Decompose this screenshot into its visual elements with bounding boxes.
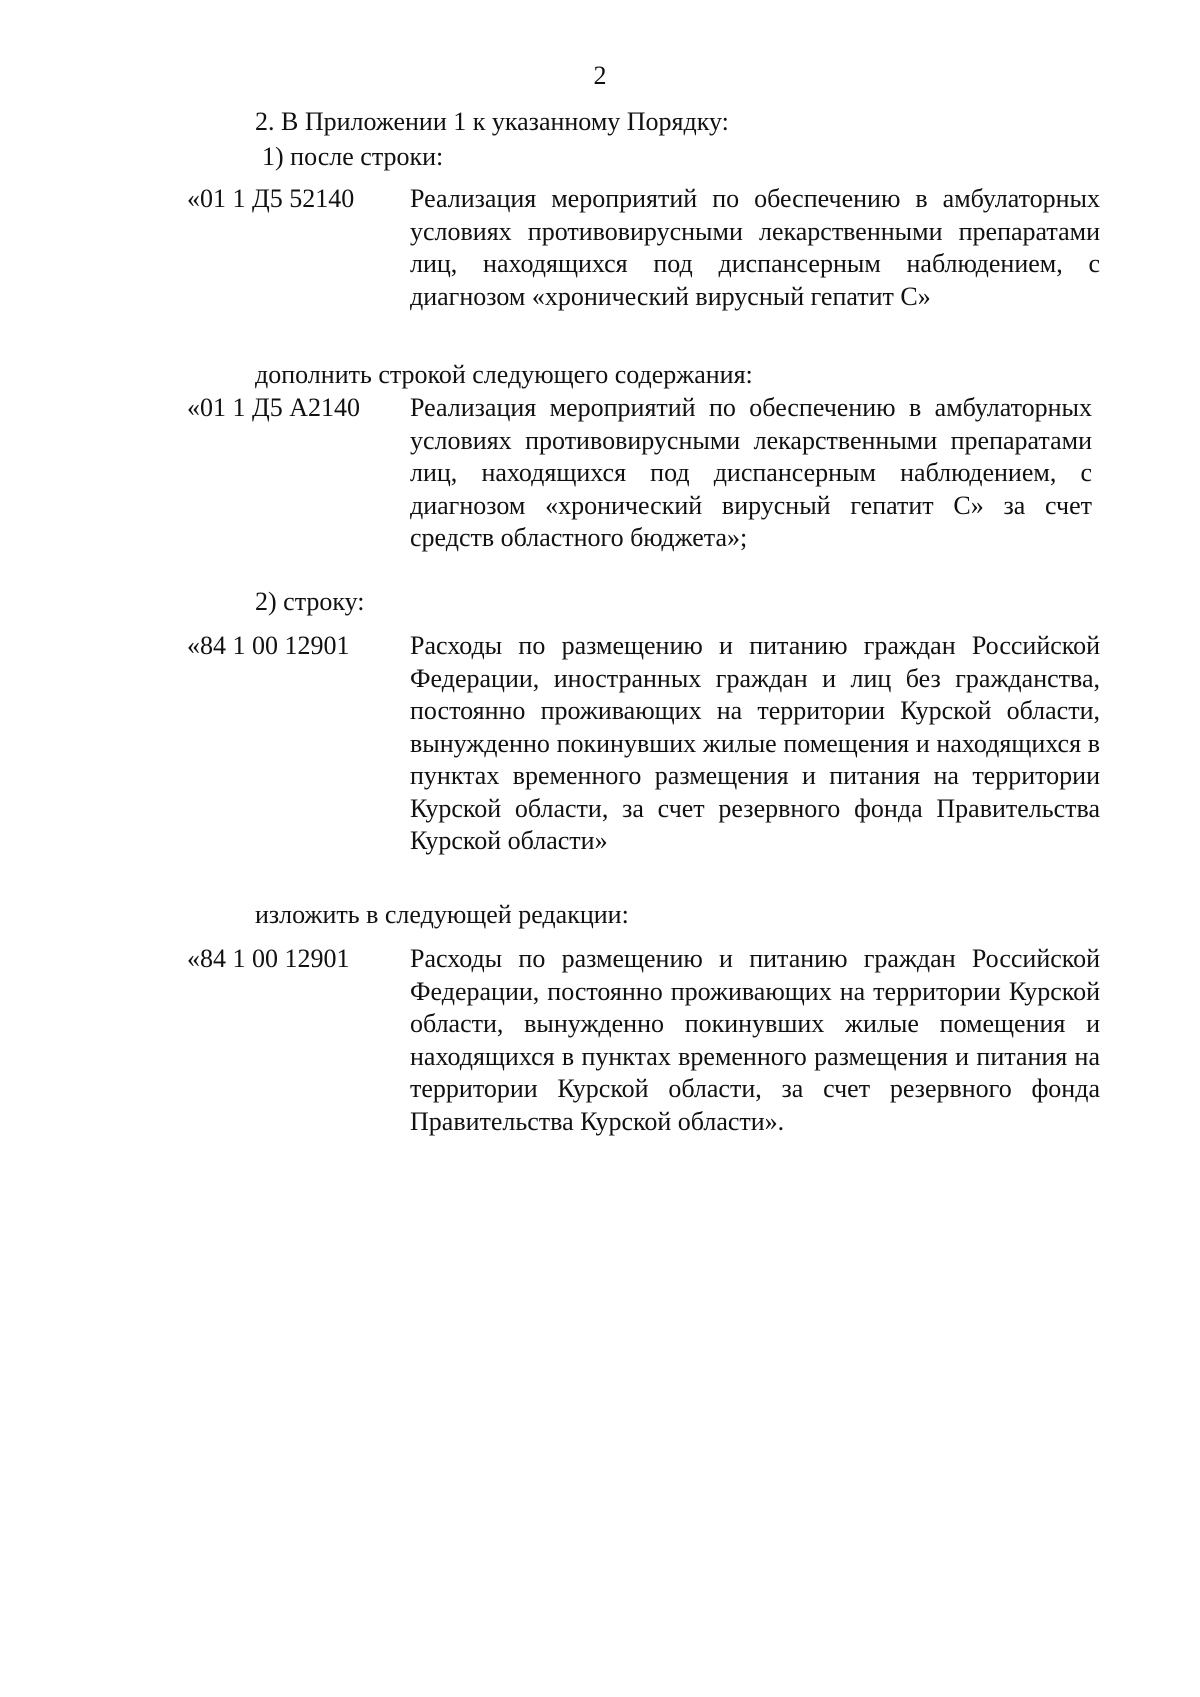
row-1-code: «01 1 Д5 52140 bbox=[187, 184, 355, 213]
page-number: 2 bbox=[593, 61, 607, 90]
restate-instruction: изложить в следующей редакции: bbox=[255, 900, 629, 929]
row-1-description: Реализация мероприятий по обеспечению в амбулаторных условиях противовирусными лекарственными препаратами лиц, находящихся под диспансерным наблюдением, с диагнозом «хронический вирусный гепатит С» bbox=[410, 184, 1100, 311]
subitem-1-heading: 1) после строки: bbox=[262, 142, 444, 171]
row-2-description: Реализация мероприятий по обеспечению в амбулаторных условиях противовирусными лекарственными препаратами лиц, находящихся под диспансерным наблюдением, с диагнозом «хронический вирусный гепатит С» за счет средств областного бюджета»; bbox=[410, 393, 1092, 552]
row-3-code: «84 1 00 12901 bbox=[187, 631, 350, 660]
row-3-description: Расходы по размещению и питанию граждан Российской Федерации, иностранных граждан и лиц без гражданства, постоянно проживающих на территории Курской области, вынужденно покинувших жилые помещения и находящихся в пунктах временного размещения и питания на территории Курской области, за счет резервного фонда Правительства Курской области» bbox=[410, 631, 1100, 855]
row-4-description: Расходы по размещению и питанию граждан Российской Федерации, постоянно проживающих на территории Курской области, вынужденно покинувших жилые помещения и находящихся в пунктах временного размещения и питания на территории Курской области, за счет резервного фонда Правительства Курской области». bbox=[410, 944, 1100, 1136]
row-2-code: «01 1 Д5 А2140 bbox=[187, 393, 361, 422]
subitem-2-heading: 2) строку: bbox=[255, 587, 365, 616]
row-4-code: «84 1 00 12901 bbox=[187, 944, 350, 973]
supplement-instruction: дополнить строкой следующего содержания: bbox=[255, 360, 753, 389]
amendment-item-heading: 2. В Приложении 1 к указанному Порядку: bbox=[255, 107, 729, 136]
